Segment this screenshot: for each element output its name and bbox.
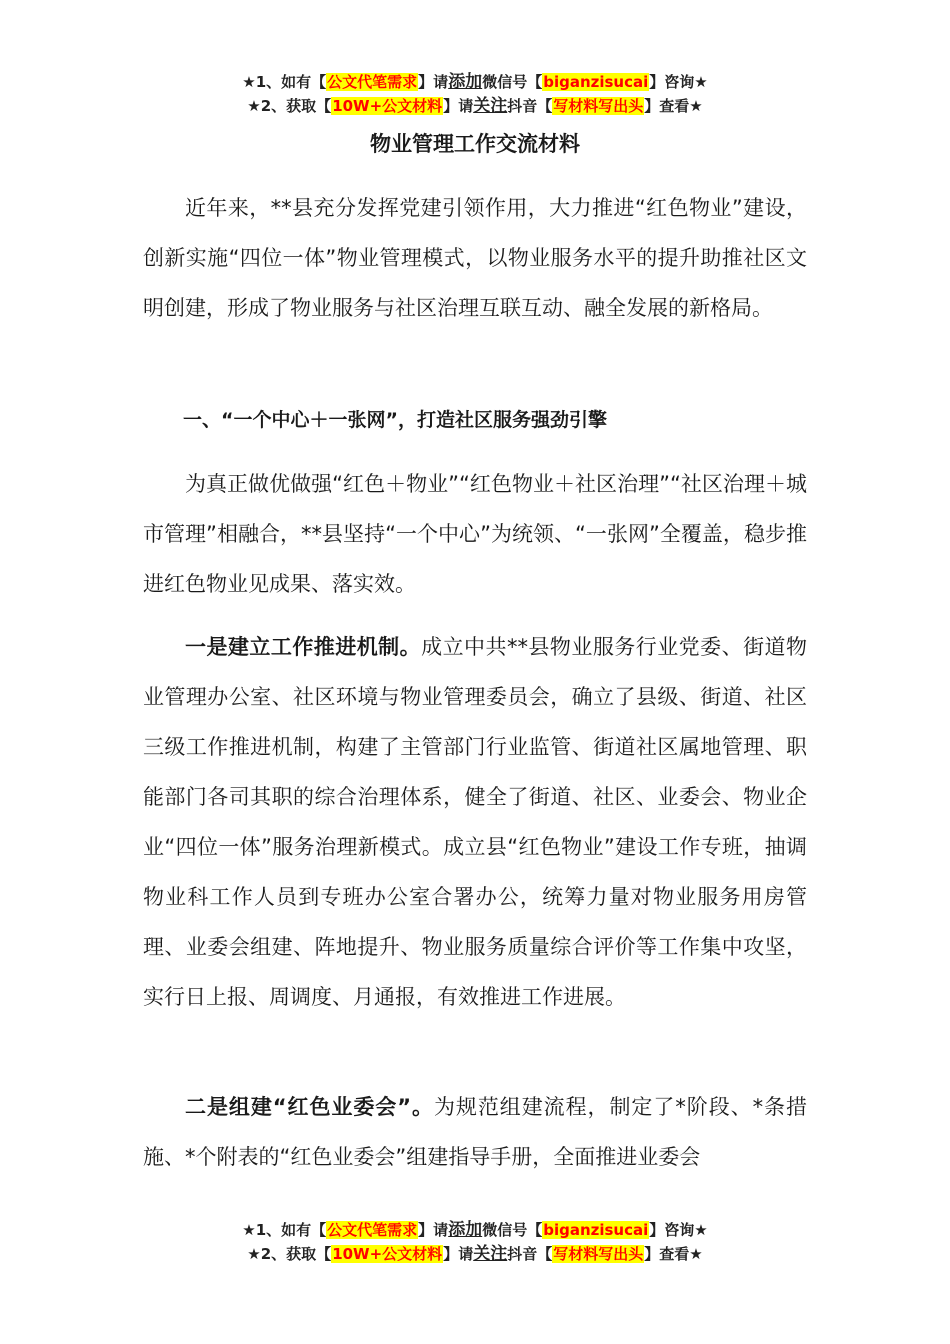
promo-highlight: 公文代笔需求 xyxy=(327,73,418,91)
promo-text: 微信号【 xyxy=(482,1221,543,1239)
section-heading: 一、“一个中心＋一张网”，打造社区服务强劲引擎 xyxy=(183,409,607,431)
section-intro-paragraph: 为真正做优做强“红色＋物业”“红色物业＋社区治理”“社区治理＋城市管理”相融合，**县坚持“一个中心”为统领、“一张网”全覆盖，稳步推进红色物业见成果、落实效。 xyxy=(143,472,807,596)
promo-text: ★2、获取【 xyxy=(247,97,332,115)
promo-banner-top xyxy=(0,70,950,118)
point-1-body: 成立中共**县物业服务行业党委、街道物业管理办公室、社区环境与物业管理委员会，确立了县级、街道、社区三级工作推进机制，构建了主管部门行业监管、街道社区属地管理、职能部门各司其职的综合治理体系，健全了街道、社区、业委会、物业企业“四位一体”服务治理新模式。成立县“红色物业”建设工作专班，抽调物业科工作人员到专班办公室合署办公，统筹力量对物业服务用房管理、业委会组建、阵地提升、物业服务质量综合评价等工作集中攻坚，实行日上报、周调度、月通报，有效推进工作进展。 xyxy=(143,635,808,1009)
promo-text: 微信号【 xyxy=(482,73,543,91)
promo-text: ★2、获取【 xyxy=(247,1245,332,1263)
promo-text: 】咨询★ xyxy=(649,73,708,91)
promo-text: 】咨询★ xyxy=(649,1221,708,1239)
promo-text: 】请 xyxy=(418,1221,449,1239)
promo-douyin-id: 写材料写出头 xyxy=(553,97,644,115)
promo-text: 】查看★ xyxy=(644,1245,703,1263)
promo-text: 抖音【 xyxy=(507,97,553,115)
promo-wechat-id: biganzisucai xyxy=(543,73,649,91)
promo-text: 抖音【 xyxy=(507,1245,553,1263)
promo-underlined: 关注 xyxy=(473,96,508,116)
promo-highlight: 10W+公文材料 xyxy=(332,97,443,115)
point-2-body: 为规范组建流程，制定了*阶段、*条措施、*个附表的“红色业委会”组建指导手册，全面推进业委会 xyxy=(143,1095,807,1169)
point-1-lead: 一是建立工作推进机制。 xyxy=(185,635,422,659)
document-title: 物业管理工作交流材料 xyxy=(370,132,580,156)
point-2-lead: 二是组建“红色业委会”。 xyxy=(185,1095,434,1119)
promo-line-1 xyxy=(0,70,950,94)
promo-douyin-id: 写材料写出头 xyxy=(553,1245,644,1263)
promo-text: 】查看★ xyxy=(644,97,703,115)
promo-line-2 xyxy=(0,94,950,118)
intro-paragraph: 近年来，**县充分发挥党建引领作用，大力推进“红色物业”建设，创新实施“四位一体”物业管理模式，以物业服务水平的提升助推社区文明创建，形成了物业服务与社区治理互联互动、融全发展的新格局。 xyxy=(143,196,807,320)
promo-underlined: 添加 xyxy=(448,1220,483,1240)
promo-text: ★1、如有【 xyxy=(242,73,327,91)
promo-line-2 xyxy=(0,1242,950,1266)
promo-text: 】请 xyxy=(443,1245,474,1263)
promo-underlined: 关注 xyxy=(473,1244,508,1264)
promo-highlight: 公文代笔需求 xyxy=(327,1221,418,1239)
promo-text: 】请 xyxy=(443,97,474,115)
promo-banner-bottom xyxy=(0,1218,950,1266)
promo-highlight: 10W+公文材料 xyxy=(332,1245,443,1263)
point-2-paragraph xyxy=(143,1082,807,1182)
promo-underlined: 添加 xyxy=(448,72,483,92)
promo-text: ★1、如有【 xyxy=(242,1221,327,1239)
promo-text: 】请 xyxy=(418,73,449,91)
promo-line-1 xyxy=(0,1218,950,1242)
point-1-paragraph xyxy=(143,622,807,1022)
promo-wechat-id: biganzisucai xyxy=(543,1221,649,1239)
